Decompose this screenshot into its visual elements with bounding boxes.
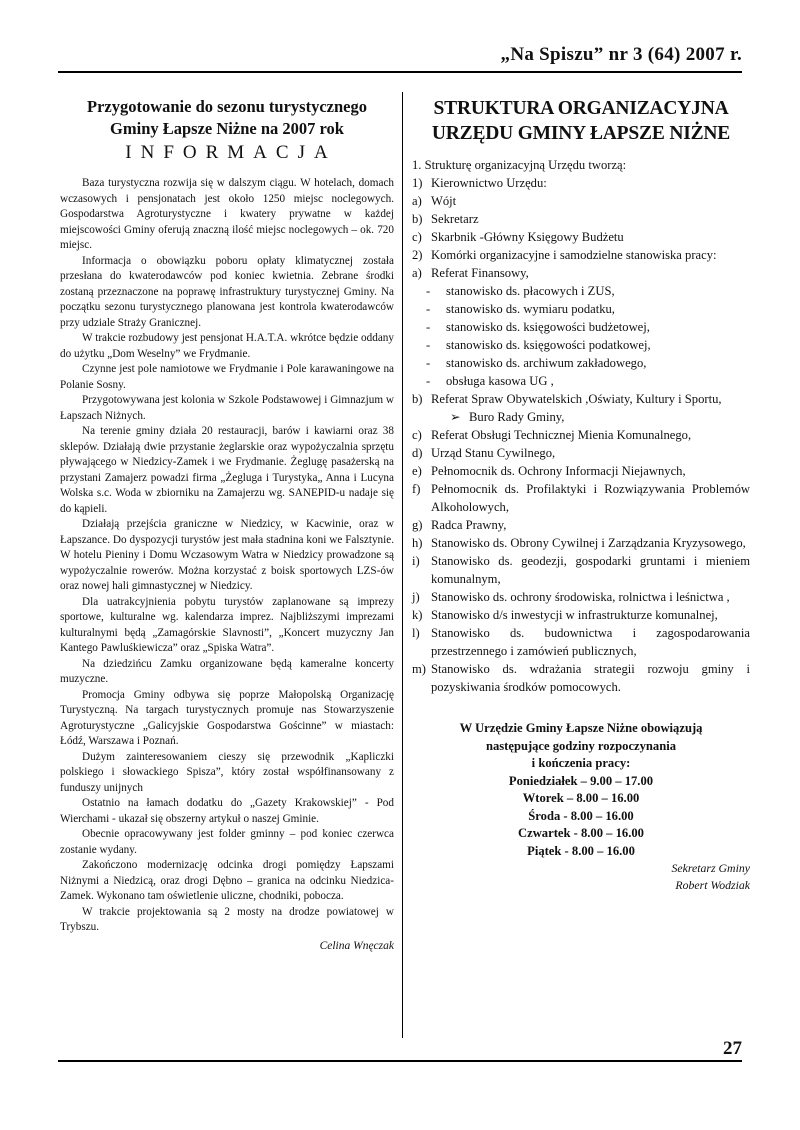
item-text: Referat Spraw Obywatelskich ,Oświaty, Kultury i Sportu,	[431, 392, 722, 406]
paragraph: Przygotowywana jest kolonia w Szkole Podstawowej i Gimnazjum w Łapszach Niżnych.	[60, 394, 394, 422]
paragraph: Dużym zainteresowaniem cieszy się przewodnik „Kapliczki polskiego i słowackiego Spisza”, który został współfinansowany z funduszy unijnych	[60, 750, 394, 794]
structure-title-line1: STRUKTURA ORGANIZACYJNA	[433, 98, 729, 119]
item-text: Kierownictwo Urzędu:	[431, 176, 547, 190]
paragraph: W trakcie projektowania są 2 mosty na drodze powiatowej w Trybszu.	[60, 905, 394, 933]
paragraph: Informacja o obowiązku poboru opłaty klimatycznej została przesłana do kwaterodawców pod koniec kwietnia. Zebrane środki zostaną przeznaczone na poprawę infrastruktury turystycznej Gminy. Na początku sezonu turystycznego planowana jest kontrola kwaterodawców przy udziale Straży Granicznej.	[60, 254, 394, 329]
structure-item	[412, 426, 750, 444]
item-text: Stanowisko d/s inwestycji w infrastrukturze komunalnej,	[431, 608, 718, 622]
magazine-title: „Na Spiszu” nr 3 (64) 2007 r.	[500, 44, 742, 65]
item-text: Referat Obsługi Technicznej Mienia Komunalnego,	[431, 428, 692, 442]
hours-line: Piątek - 8.00 – 16.00	[527, 843, 635, 858]
item-text: Stanowisko ds. wdrażania strategii rozwoju gminy i pozyskiwania środków pomocowych.	[431, 662, 750, 694]
office-hours	[412, 720, 750, 860]
hours-line: Środa - 8.00 – 16.00	[528, 808, 634, 823]
item-text: Komórki organizacyjne i samodzielne stanowiska pracy:	[431, 248, 717, 262]
structure-list	[412, 156, 750, 696]
structure-item	[412, 516, 750, 534]
item-marker: 1)	[412, 176, 423, 190]
article-title-line1: Przygotowanie do sezonu turystycznego	[86, 97, 367, 116]
structure-item	[412, 174, 750, 192]
structure-item	[412, 318, 750, 336]
item-text: obsługa kasowa UG ,	[446, 374, 554, 388]
item-marker: k)	[412, 608, 423, 622]
item-text: Stanowisko ds. budownictwa i zagospodarowania przestrzennego i zamówień publicznych,	[431, 626, 750, 658]
paragraph: W trakcie rozbudowy jest pensjonat H.A.T.A. wkrótce będzie oddany do użytku „Dom Weselny” we Frydmanie.	[60, 332, 394, 360]
structure-item	[412, 606, 750, 624]
structure-item	[412, 300, 750, 318]
item-text: Pełnomocnik ds. Profilaktyki i Rozwiązywania Problemów Alkoholowych,	[431, 482, 750, 514]
footer-rule	[58, 1060, 742, 1062]
structure-title	[412, 96, 750, 146]
header-rule	[58, 71, 742, 73]
page-header	[58, 44, 742, 74]
structure-item	[412, 408, 750, 426]
item-text: Stanowisko ds. ochrony środowiska, rolnictwa i leśnictwa ,	[431, 590, 730, 604]
item-text: Pełnomocnik ds. Ochrony Informacji Niejawnych,	[431, 464, 686, 478]
structure-item	[412, 624, 750, 660]
item-marker: a)	[412, 266, 422, 280]
hours-line: Poniedziałek – 9.00 – 17.00	[508, 773, 654, 788]
hours-line: i kończenia pracy:	[531, 756, 631, 770]
article-subtitle: INFORMACJA	[125, 142, 337, 163]
item-marker: -	[426, 374, 431, 388]
item-marker: -	[426, 320, 431, 334]
structure-item	[412, 480, 750, 516]
item-marker: f)	[412, 482, 421, 496]
structure-title-line2: URZĘDU GMINY ŁAPSZE NIŻNE	[431, 123, 731, 144]
paragraph: Obecnie opracowywany jest folder gminny – pod koniec czerwca zostanie wydany.	[60, 828, 394, 856]
item-marker: b)	[412, 392, 423, 406]
item-marker: c)	[412, 428, 422, 442]
article-tourism	[60, 96, 394, 952]
item-marker: -	[426, 284, 431, 298]
item-text: Stanowisko ds. Obrony Cywilnej i Zarządzania Kryzysowego,	[431, 536, 746, 550]
paragraph: Zakończono modernizację odcinka drogi pomiędzy Łapszami Niżnymi a Niedzicą, oraz drogi Dębno – granica na odcinku Niedzica- Zamek. Wykonano tam oświetlenie uliczne, chodniki, pobocza.	[60, 859, 394, 902]
structure-item	[412, 228, 750, 246]
item-text: stanowisko ds. księgowości budżetowej,	[446, 320, 650, 334]
item-text: stanowisko ds. wymiaru podatku,	[446, 302, 615, 316]
article-signature: Celina Wnęczak	[319, 939, 394, 952]
item-text: Skarbnik -Główny Księgowy Budżetu	[431, 230, 624, 244]
item-marker: g)	[412, 518, 423, 532]
item-text: Referat Finansowy,	[431, 266, 529, 280]
item-marker: -	[426, 356, 431, 370]
paragraph: Na dziedzińcu Zamku organizowane będą kameralne koncerty muzyczne.	[60, 657, 394, 685]
page-number: 27	[723, 1038, 742, 1059]
structure-item	[412, 660, 750, 696]
structure-item	[412, 462, 750, 480]
hours-line: W Urzędzie Gminy Łapsze Niżne obowiązują	[459, 721, 703, 735]
item-marker: m)	[412, 662, 426, 676]
item-marker: b)	[412, 212, 423, 226]
paragraph: Dla uatrakcyjnienia pobytu turystów zaplanowane są imprezy sportowe, kulturalne wg. kalendarza imprez. Najbliższymi imprezami kulturalnymi będą „Zamagórskie Slavnosti”, „Koncert muzyczny Jan Kantego Pawluśkiewicza” oraz „Spiska Watra”.	[60, 595, 394, 654]
structure-item	[412, 282, 750, 300]
column-divider	[402, 92, 403, 1038]
item-marker: d)	[412, 446, 423, 460]
structure-item	[412, 444, 750, 462]
structure-item	[412, 156, 750, 174]
hours-line: Wtorek – 8.00 – 16.00	[522, 791, 640, 805]
item-text: Radca Prawny,	[431, 518, 507, 532]
item-marker: a)	[412, 194, 422, 208]
structure-item	[412, 588, 750, 606]
item-marker: l)	[412, 626, 420, 640]
item-text: 1. Strukturę organizacyjną Urzędu tworzą:	[412, 158, 627, 172]
structure-item	[412, 192, 750, 210]
item-text: Stanowisko ds. geodezji, gospodarki gruntami i mieniem komunalnym,	[431, 554, 750, 586]
item-marker: c)	[412, 230, 422, 244]
structure-item	[412, 372, 750, 390]
structure-item	[412, 246, 750, 264]
hours-line: następujące godziny rozpoczynania	[485, 738, 677, 753]
item-text: Sekretarz	[431, 212, 479, 226]
paragraph: Czynne jest pole namiotowe we Frydmanie i Pole karawaningowe na Polanie Sosny.	[60, 363, 394, 391]
structure-signature-name: Robert Wodziak	[675, 878, 750, 892]
structure-item	[412, 552, 750, 588]
item-text: Wójt	[431, 194, 457, 208]
paragraph: Promocja Gminy odbywa się poprze Małopolską Organizację Turystyczną. Na targach turystycznych promuje nas Stowarzyszenie Agroturystyczne „Galicyjskie Gospodarstwa Gościnne” w miastach: Łódź, Warszawa i Poznań.	[60, 688, 394, 747]
structure-item	[412, 354, 750, 372]
structure-item	[412, 534, 750, 552]
structure-item	[412, 210, 750, 228]
item-text: stanowisko ds. księgowości podatkowej,	[446, 338, 651, 352]
article-title-line2: Gminy Łapsze Niżne na 2007 rok	[110, 119, 344, 138]
paragraph: Działają przejścia graniczne w Niedzicy, w Kacwinie, oraz w Łapszance. Do dyspozycji turystów jest mała stadnina koni we Falsztynie. W hotelu Pieniny i Domu Wczasowym Watra w Niedzicy prowadzone są wypożyczalnie rowerów. Można korzystać z boisk sportowych LZS-ów oraz nowej hali gimnastycznej w Niedzicy.	[60, 518, 394, 592]
item-text: stanowisko ds. płacowych i ZUS,	[446, 284, 615, 298]
structure-signature-role: Sekretarz Gminy	[671, 861, 750, 875]
item-text: stanowisko ds. archiwum zakładowego,	[446, 356, 647, 370]
paragraph: Na terenie gminy działa 20 restauracji, barów i kawiarni oraz 38 sklepów. Działają dwie przystanie żeglarskie oraz wypożyczalnia sprzętu pływającego w Niedzicy-Zamek i we Frydmanie. Żeglugę pasażerską na przystani Zamajerz powadzi firma „Żegluga i Turystyka„ Anna i Lucyna Wolska s.c. Woda w zbiorniku na Zamajerzu wg. SANEPID-u nadaje się do kąpieli.	[60, 425, 394, 515]
item-marker: -	[426, 302, 431, 316]
item-marker: j)	[412, 590, 420, 604]
article-structure	[412, 96, 750, 894]
paragraph: Baza turystyczna rozwija się w dalszym ciągu. W hotelach, domach wczasowych i pensjonatach jest około 1250 miejsc noclegowych. Gospodarstwa Agroturystyczne i kwatery prywatne w każdej miejscowości Gminy oferują znaczną ilość miejsc noclegowych – ok. 720 miejsc.	[60, 177, 394, 251]
item-marker: i)	[412, 554, 420, 568]
article-body	[60, 176, 394, 936]
item-marker: -	[426, 338, 431, 352]
paragraph: Ostatnio na łamach dodatku do „Gazety Krakowskiej” - Pod Wierchami - ukazał się obszerny artykuł o naszej Gminie.	[60, 797, 394, 825]
item-marker: e)	[412, 464, 422, 478]
structure-item	[412, 390, 750, 408]
item-text: Buro Rady Gminy,	[469, 410, 565, 424]
hours-line: Czwartek - 8.00 – 16.00	[518, 826, 644, 840]
structure-item	[412, 264, 750, 282]
arrow-bullet-icon: ➢	[450, 410, 461, 424]
item-text: Urząd Stanu Cywilnego,	[431, 446, 556, 460]
item-marker: h)	[412, 536, 423, 550]
item-marker: 2)	[412, 248, 423, 262]
structure-item	[412, 336, 750, 354]
